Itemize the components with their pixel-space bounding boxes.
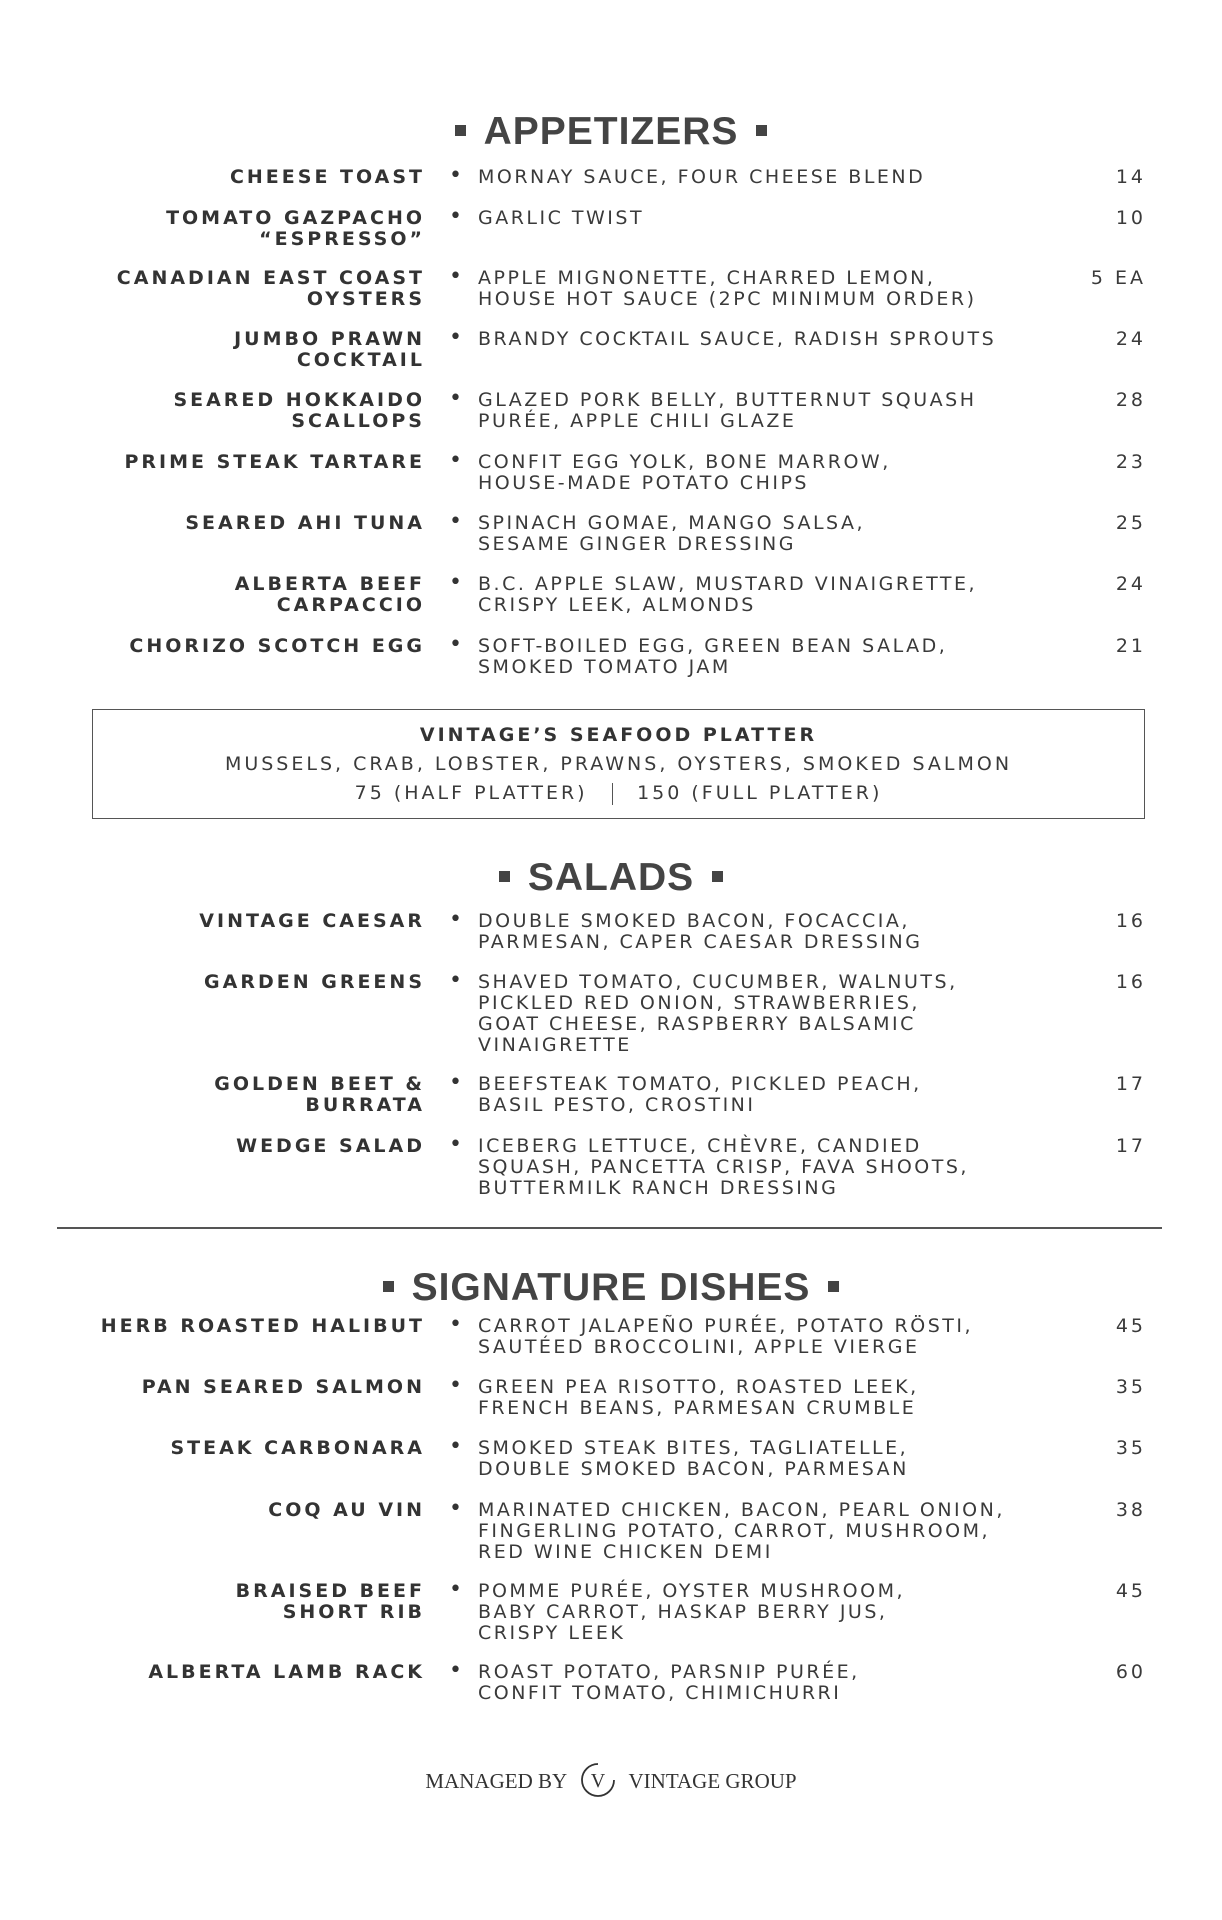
item-name: CANADIAN EAST COAST OYSTERS: [116, 267, 425, 310]
bullet-icon: •: [449, 448, 462, 473]
bullet-icon: •: [449, 325, 462, 350]
item-price: 35: [1115, 1437, 1146, 1459]
footer-vintage-group: VINTAGE GROUP: [628, 1768, 797, 1793]
square-bullet-icon: [383, 1281, 394, 1292]
item-description: SHAVED TOMATO, CUCUMBER, WALNUTS, PICKLED RED ONION, STRAWBERRIES, GOAT CHEESE, RASPBERRY BALSAMIC VINAIGRETTE: [478, 971, 958, 1056]
item-name: STEAK CARBONARA: [170, 1437, 425, 1459]
item-description: MORNAY SAUCE, FOUR CHEESE BLEND: [478, 166, 926, 188]
item-description: GREEN PEA RISOTTO, ROASTED LEEK, FRENCH BEANS, PARMESAN CRUMBLE: [478, 1376, 919, 1419]
item-price: 24: [1115, 328, 1146, 350]
item-price: 60: [1115, 1661, 1146, 1683]
footer-managed-by: MANAGED BY: [425, 1768, 567, 1793]
item-description: ROAST POTATO, PARSNIP PURÉE, CONFIT TOMATO, CHIMICHURRI: [478, 1661, 860, 1704]
footer: [0, 1760, 1222, 1806]
bullet-icon: •: [449, 1577, 462, 1602]
appetizers-heading: [0, 112, 1222, 151]
platter-items: MUSSELS, CRAB, LOBSTER, PRAWNS, OYSTERS, SMOKED SALMON: [224, 753, 1013, 775]
bullet-icon: •: [449, 632, 462, 657]
item-price: 23: [1115, 451, 1146, 473]
item-description: POMME PURÉE, OYSTER MUSHROOM, BABY CARROT, HASKAP BERRY JUS, CRISPY LEEK: [478, 1580, 906, 1644]
item-name: CHEESE TOAST: [229, 166, 425, 188]
item-name: CHORIZO SCOTCH EGG: [129, 635, 425, 657]
item-description: GLAZED PORK BELLY, BUTTERNUT SQUASH PURÉE, APPLE CHILI GLAZE: [478, 389, 977, 432]
item-name: PRIME STEAK TARTARE: [124, 451, 425, 473]
item-name: HERB ROASTED HALIBUT: [100, 1315, 425, 1337]
item-price: 45: [1115, 1580, 1146, 1602]
square-bullet-icon: [712, 871, 723, 882]
signature-heading: [0, 1268, 1222, 1307]
item-description: SMOKED STEAK BITES, TAGLIATELLE, DOUBLE SMOKED BACON, PARMESAN: [478, 1437, 909, 1480]
salads-title: SALADS: [527, 856, 695, 899]
item-name: WEDGE SALAD: [236, 1135, 425, 1157]
item-name: COQ AU VIN: [268, 1499, 425, 1521]
item-price: 28: [1115, 389, 1146, 411]
item-name: ALBERTA BEEF CARPACCIO: [234, 573, 425, 616]
item-price: 14: [1115, 166, 1146, 188]
item-price: 38: [1115, 1499, 1146, 1521]
platter-half-price: 75 (HALF PLATTER): [354, 782, 588, 804]
square-bullet-icon: [828, 1281, 839, 1292]
square-bullet-icon: [756, 125, 767, 136]
bullet-icon: •: [449, 1132, 462, 1157]
item-description: CARROT JALAPEÑO PURÉE, POTATO RÖSTI, SAUTÉED BROCCOLINI, APPLE VIERGE: [478, 1315, 974, 1358]
item-description: DOUBLE SMOKED BACON, FOCACCIA, PARMESAN, CAPER CAESAR DRESSING: [478, 910, 923, 953]
item-name: GOLDEN BEET & BURRATA: [214, 1073, 425, 1116]
platter-prices: [93, 782, 1144, 805]
item-description: ICEBERG LETTUCE, CHÈVRE, CANDIED SQUASH, PANCETTA CRISP, FAVA SHOOTS, BUTTERMILK RANCH DRESSING: [478, 1135, 969, 1199]
item-name: TOMATO GAZPACHO “ESPRESSO”: [166, 207, 425, 250]
salads-heading: [0, 858, 1222, 897]
item-price: 25: [1115, 512, 1146, 534]
bullet-icon: •: [449, 968, 462, 993]
item-description: GARLIC TWIST: [478, 207, 645, 229]
item-name: JUMBO PRAWN COCKTAIL: [234, 328, 425, 371]
item-price: 16: [1115, 910, 1146, 932]
item-name: ALBERTA LAMB RACK: [148, 1661, 425, 1683]
item-price: 24: [1115, 573, 1146, 595]
item-price: 16: [1115, 971, 1146, 993]
seafood-platter-box: [92, 709, 1145, 819]
item-name: BRAISED BEEF SHORT RIB: [235, 1580, 425, 1623]
bullet-icon: •: [449, 509, 462, 534]
bullet-icon: •: [449, 907, 462, 932]
item-description: CONFIT EGG YOLK, BONE MARROW, HOUSE-MADE POTATO CHIPS: [478, 451, 891, 494]
bullet-icon: •: [449, 1312, 462, 1337]
vintage-logo-icon: [578, 1760, 618, 1806]
item-description: MARINATED CHICKEN, BACON, PEARL ONION, FINGERLING POTATO, CARROT, MUSHROOM, RED WINE CHICKEN DEMI: [478, 1499, 1005, 1563]
item-name: PAN SEARED SALMON: [141, 1376, 425, 1398]
bullet-icon: •: [449, 163, 462, 188]
appetizers-title: APPETIZERS: [483, 110, 739, 153]
bullet-icon: •: [449, 264, 462, 289]
bullet-icon: •: [449, 1070, 462, 1095]
section-divider: [57, 1227, 1162, 1229]
item-description: B.C. APPLE SLAW, MUSTARD VINAIGRETTE, CRISPY LEEK, ALMONDS: [478, 573, 977, 616]
item-price: 10: [1115, 207, 1146, 229]
bullet-icon: •: [449, 204, 462, 229]
item-name: GARDEN GREENS: [204, 971, 425, 993]
item-description: SPINACH GOMAE, MANGO SALSA, SESAME GINGER DRESSING: [478, 512, 866, 555]
square-bullet-icon: [455, 125, 466, 136]
item-description: BEEFSTEAK TOMATO, PICKLED PEACH, BASIL PESTO, CROSTINI: [478, 1073, 922, 1116]
bullet-icon: •: [449, 386, 462, 411]
square-bullet-icon: [499, 871, 510, 882]
item-price: 45: [1115, 1315, 1146, 1337]
item-description: BRANDY COCKTAIL SAUCE, RADISH SPROUTS: [478, 328, 997, 350]
item-name: SEARED HOKKAIDO SCALLOPS: [173, 389, 425, 432]
divider: [612, 783, 614, 805]
item-price: 35: [1115, 1376, 1146, 1398]
bullet-icon: •: [449, 1434, 462, 1459]
item-description: APPLE MIGNONETTE, CHARRED LEMON, HOUSE HOT SAUCE (2PC MINIMUM ORDER): [478, 267, 977, 310]
bullet-icon: •: [449, 1658, 462, 1683]
item-price: 5 EA: [1090, 267, 1146, 289]
item-name: SEARED AHI TUNA: [185, 512, 425, 534]
item-price: 21: [1115, 635, 1146, 657]
platter-title: VINTAGE’S SEAFOOD PLATTER: [419, 724, 818, 746]
item-name: VINTAGE CAESAR: [199, 910, 425, 932]
item-price: 17: [1115, 1073, 1146, 1095]
svg-text:V: V: [590, 1770, 605, 1792]
platter-full-price: 150 (FULL PLATTER): [637, 782, 883, 804]
bullet-icon: •: [449, 1373, 462, 1398]
item-description: SOFT-BOILED EGG, GREEN BEAN SALAD, SMOKED TOMATO JAM: [478, 635, 948, 678]
signature-title: SIGNATURE DISHES: [411, 1266, 811, 1309]
bullet-icon: •: [449, 1496, 462, 1521]
bullet-icon: •: [449, 570, 462, 595]
item-price: 17: [1115, 1135, 1146, 1157]
